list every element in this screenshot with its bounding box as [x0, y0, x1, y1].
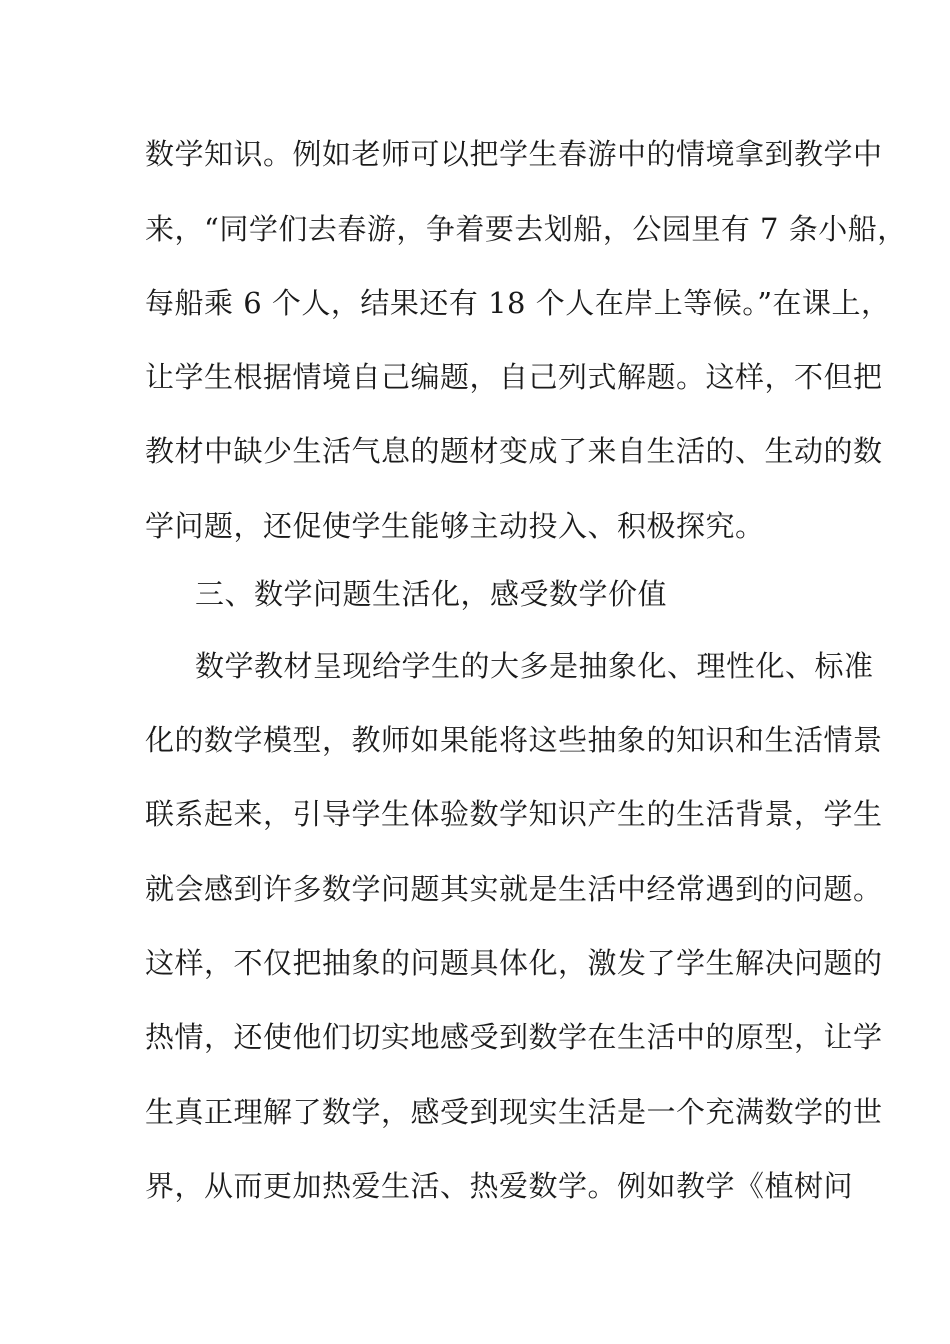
paragraph-line: 数学教材呈现给学生的大多是抽象化、理性化、标准	[195, 649, 874, 683]
paragraph-line: 热情，还使他们切实地感受到数学在生活中的原型，让学	[145, 1020, 883, 1054]
paragraph-line: 每船乘 6 个人，结果还有 18 个人在岸上等候。”在课上，	[145, 286, 891, 320]
paragraph-line: 学问题，还促使学生能够主动投入、积极探究。	[145, 509, 765, 543]
paragraph-line: 这样，不仅把抽象的问题具体化，激发了学生解决问题的	[145, 946, 883, 980]
paragraph-line: 来，“同学们去春游，争着要去划船，公园里有 7 条小船，	[145, 212, 907, 246]
paragraph-line: 数学知识。例如老师可以把学生春游中的情境拿到教学中	[145, 137, 883, 171]
paragraph-line: 让学生根据情境自己编题，自己列式解题。这样，不但把	[145, 360, 883, 394]
paragraph-line: 就会感到许多数学问题其实就是生活中经常遇到的问题。	[145, 872, 883, 906]
paragraph-line: 化的数学模型，教师如果能将这些抽象的知识和生活情景	[145, 723, 883, 757]
paragraph-line: 界，从而更加热爱生活、热爱数学。例如教学《植树问	[145, 1169, 854, 1203]
paragraph-line: 生真正理解了数学，感受到现实生活是一个充满数学的世	[145, 1095, 883, 1129]
paragraph-line: 教材中缺少生活气息的题材变成了来自生活的、生动的数	[145, 434, 883, 468]
section-heading: 三、数学问题生活化，感受数学价值	[195, 577, 668, 611]
paragraph-line: 联系起来，引导学生体验数学知识产生的生活背景，学生	[145, 797, 883, 831]
